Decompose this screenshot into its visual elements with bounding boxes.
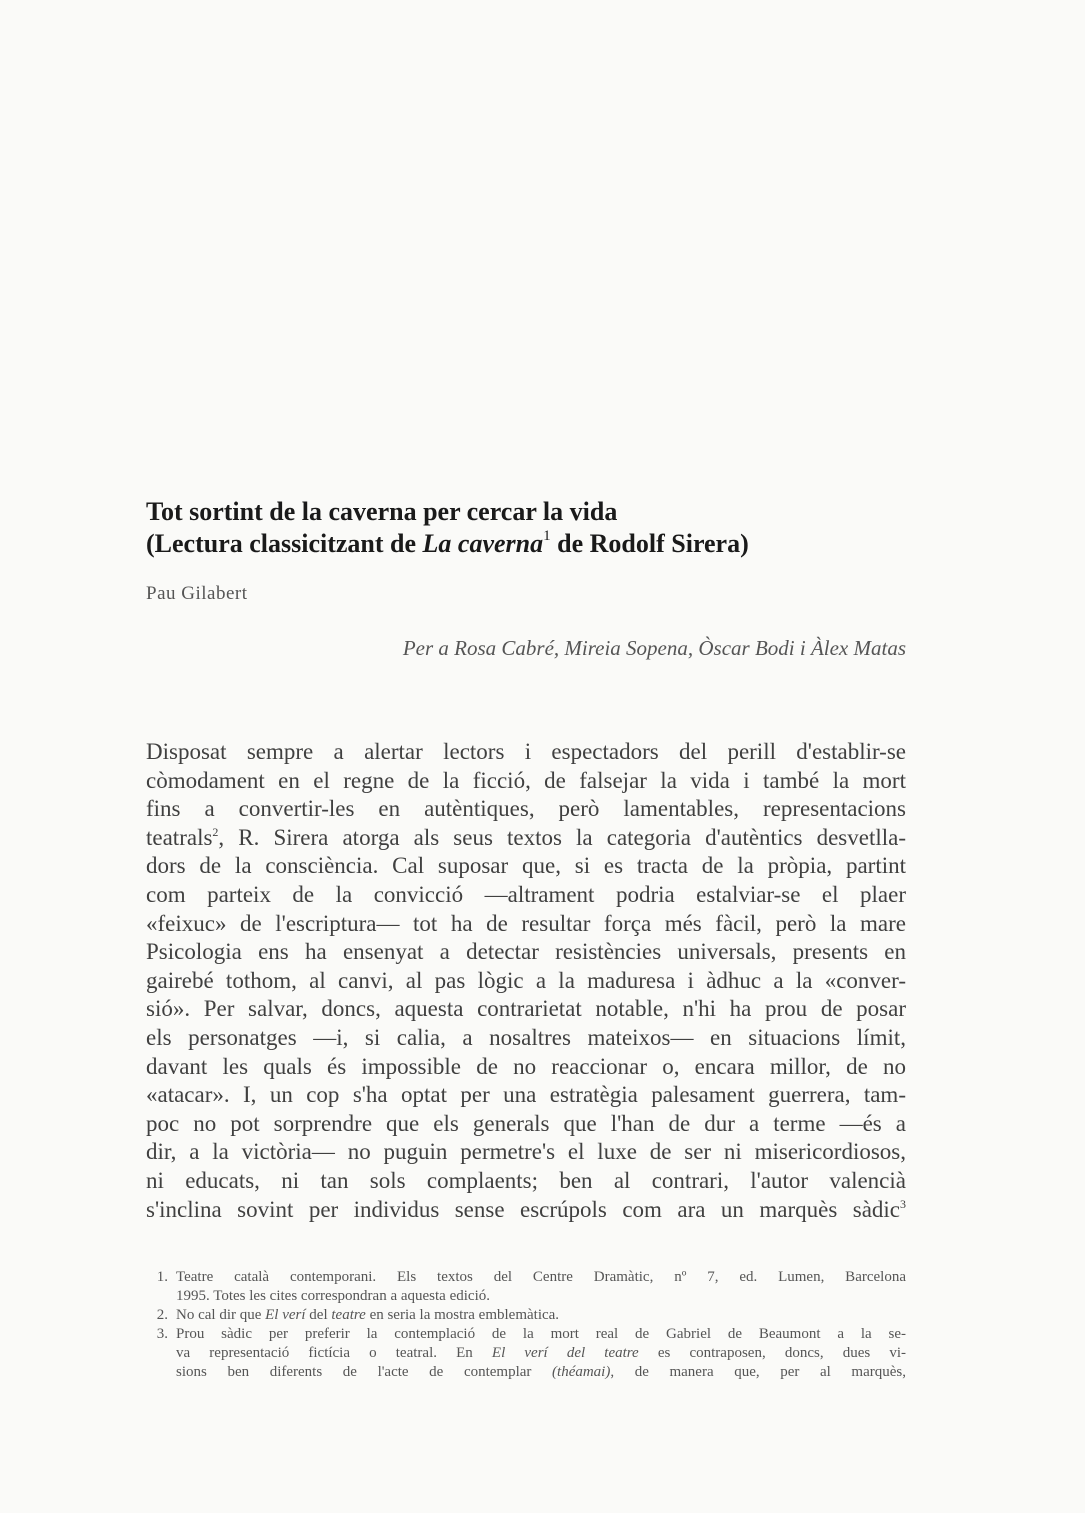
footnote-text: va representació fictícia o teatral. En <box>176 1345 492 1361</box>
dedication: Per a Rosa Cabré, Mireia Sopena, Òscar Bodi i Àlex Matas <box>402 636 906 660</box>
footnote-text: es contraposen, doncs, dues vi- <box>638 1345 906 1361</box>
footnote-line <box>176 1363 906 1382</box>
body-line: dors de la consciència. Cal suposar que, si es tracta de la pròpia, partint <box>146 853 906 879</box>
title-work-name: La caverna <box>422 529 544 558</box>
footnote-ref-3[interactable]: 3 <box>900 1196 906 1211</box>
footnote-2 <box>146 1306 906 1325</box>
body-line: sió». Per salvar, doncs, aquesta contrarietat notable, n'hi ha prou de posar <box>146 996 906 1022</box>
footnote-text: en seria la mostra emblemàtica. <box>365 1307 560 1323</box>
footnote-number: 1. <box>156 1269 168 1285</box>
footnote-line: 1995. Totes les cites correspondran a aquesta edició. <box>176 1288 490 1304</box>
body-line: poc no pot sorprendre que els generals que l'han de dur a terme —és a <box>146 1110 906 1136</box>
footnote-italic-term: (théamai) <box>552 1364 611 1380</box>
footnote-number: 2. <box>156 1307 168 1323</box>
body-line <box>146 1196 906 1225</box>
footnote-line: Teatre català contemporani. Els textos del Centre Dramàtic, nº 7, ed. Lumen, Barcelona <box>176 1269 906 1285</box>
body-line: «feixuc» de l'escriptura— tot ha de resultar força més fàcil, però la mare <box>146 910 906 936</box>
footnote-3 <box>146 1325 906 1382</box>
body-line: còmodament en el regne de la ficció, de falsejar la vida i també la mort <box>146 767 906 793</box>
body-paragraph <box>146 738 906 1224</box>
body-line: gairebé tothom, al canvi, al pas lògic a la maduresa i àdhuc a la «conver- <box>146 967 906 993</box>
footnote-italic-title: teatre <box>331 1307 366 1323</box>
footnotes <box>146 1268 906 1382</box>
body-line: com parteix de la convicció —altrament podria estalviar-se el plaer <box>146 881 906 907</box>
footnote-ref-2[interactable]: 2 <box>212 824 219 839</box>
body-line <box>146 824 906 853</box>
footnote-ref-1[interactable]: 1 <box>543 528 551 544</box>
body-line: Disposat sempre a alertar lectors i espectadors del perill d'establir-se <box>146 739 906 764</box>
body-line-text: s'inclina sovint per individus sense escrúpols com ara un marquès sàdic <box>146 1196 900 1222</box>
article-title <box>146 496 946 560</box>
footnote-text: del <box>305 1307 332 1323</box>
footnote-italic-title: El verí del teatre <box>491 1345 639 1361</box>
body-line: fins a convertir-les en autèntiques, però lamentables, representacions <box>146 796 906 822</box>
footnote-text: sions ben diferents de l'acte de contemplar <box>176 1364 553 1380</box>
body-line: Psicologia ens ha ensenyat a detectar resistències universals, presents en <box>146 939 906 965</box>
footnote-italic-title: El verí <box>265 1307 306 1323</box>
title-line-1: Tot sortint de la caverna per cercar la vida <box>146 497 618 526</box>
footnote-1 <box>146 1268 906 1306</box>
body-line-text: R. Sirera atorga als seus textos la categoria d'autèntics desvetlla- <box>238 824 907 850</box>
body-line: els personatges —i, si calia, a nosaltres mateixos— en situacions límit, <box>146 1024 906 1050</box>
body-line: davant les quals és impossible de no reaccionar o, encara millor, de no <box>146 1053 906 1079</box>
footnote-text: No cal dir que <box>176 1307 266 1323</box>
body-line: dir, a la victòria— no puguin permetre's el luxe de ser ni misericordiosos, <box>146 1139 906 1165</box>
body-word-teatrals: teatrals <box>146 824 213 850</box>
footnote-line <box>176 1344 906 1363</box>
body-line: «atacar». I, un cop s'ha optat per una estratègia palesament guerrera, tam- <box>146 1082 906 1108</box>
footnote-text: , de manera que, per al marquès, <box>610 1364 906 1380</box>
title-line-2-post: de Rodolf Sirera) <box>550 529 749 558</box>
body-line: ni educats, ni tan sols complaents; ben al contrari, l'autor valencià <box>146 1167 906 1193</box>
footnote-number: 3. <box>156 1326 168 1342</box>
footnote-line: Prou sàdic per preferir la contemplació de la mort real de Gabriel de Beaumont a la se- <box>176 1326 906 1342</box>
title-line-2-pre: (Lectura classicitzant de <box>146 529 423 558</box>
body-separator: , <box>218 824 239 850</box>
author-name: Pau Gilabert <box>146 583 248 604</box>
footnote-line <box>176 1306 906 1325</box>
